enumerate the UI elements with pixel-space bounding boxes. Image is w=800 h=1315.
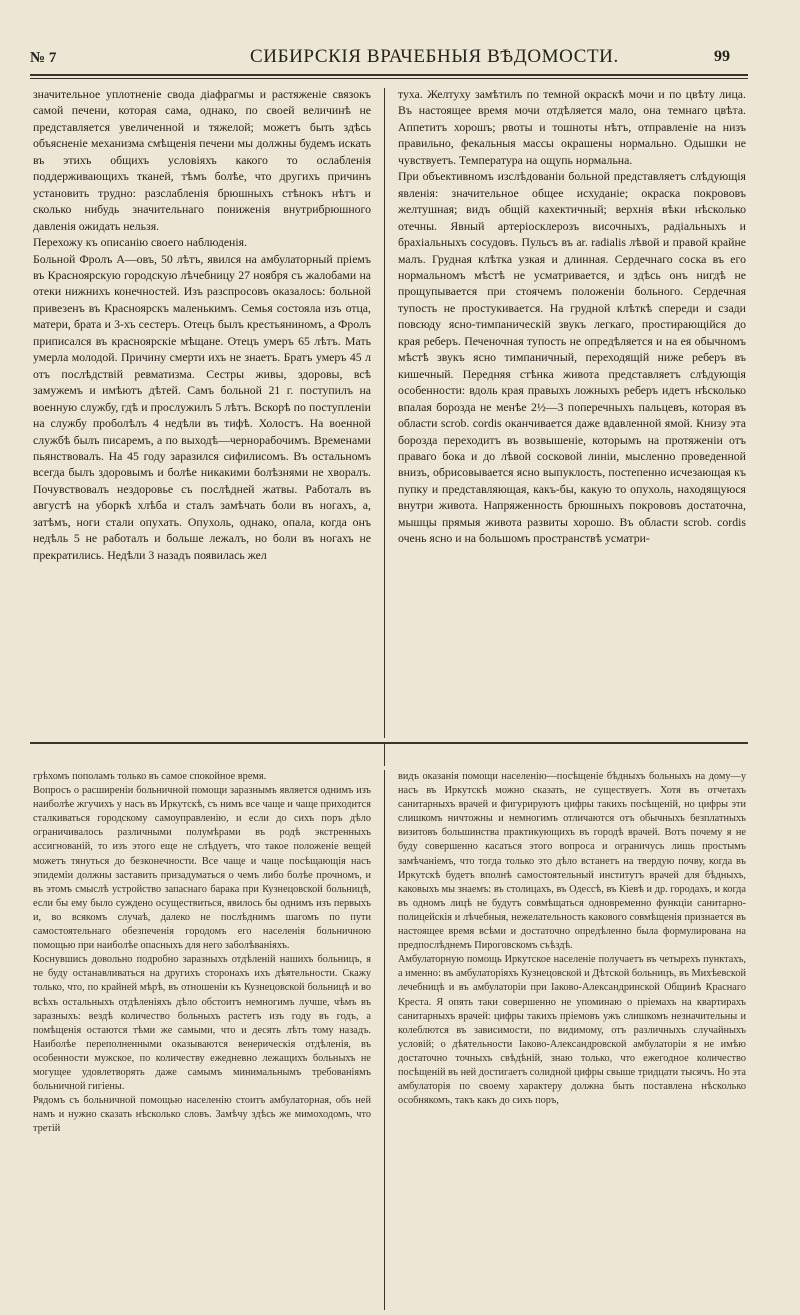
issue-number: № 7: [30, 50, 57, 66]
header-rule-thin: [30, 78, 748, 79]
header-rule: [30, 74, 748, 76]
lower-left-column: грѣхомъ пополамъ только въ самое спокойное время. Вопросъ о расширеніи больничной помощи заразнымъ является однимъ изъ наиболѣе жгучихъ у насъ въ Иркутскѣ, съ нимъ все чаще и чаще приходится сталкиваться городскому самоуправленію, и если до сихъ поръ дѣло ограничивалось различными полумѣрами въ родѣ экстренныхъ ассигнованій, то изъ этого еще не слѣдуетъ, что такое положеніе вещей можетъ тянуться до безконечности. Все чаще и чаще посѣщающія насъ эпидеміи должны заставить призадуматься о чемъ либо болѣе прочномъ, и въ этомъ смыслѣ устройство запаснаго барака при Кузнецовской больницѣ, если бы ему было суждено осуществиться, явилось бы однимъ изъ первыхъ и, во всякомъ случаѣ, далеко не послѣднимъ шагомъ по пути самостоятельнаго обезпеченія городомъ его населенія больничною помощью при наиболѣе опасныхъ для него заболѣваніяхъ. Коснувшись довольно подробно заразныхъ отдѣленій нашихъ больницъ, я не буду останавливаться на другихъ сторонахъ ихъ дѣятельности. Скажу только, что, по крайней мѣрѣ, въ отношеніи къ Кузнецовской больницѣ и во всѣхъ остальныхъ отдѣленіяхъ дѣло обстоитъ немногимъ лучше, чѣмъ въ заразныхъ: вездѣ количество больныхъ растетъ изъ году въ годъ, а помѣщенія остаются тѣми же самыми, что и десять лѣтъ тому назадъ. Наиболѣе переполненными оказываются венерическія отдѣленія, въ особенности мужское, по количеству ежедневно лежащихъ больныхъ не могущее удовлетворять даже самымъ минимальнымъ требованіямъ больничной гигіены. Рядомъ съ больничной помощью населенію стоитъ амбулаторная, объ ней намъ и нужно сказать нѣсколько словъ. Замѣчу здѣсь же мимоходомъ, что третій: [33, 771, 371, 1135]
lower-right-column: видъ оказанія помощи населенію—посѣщеніе бѣдныхъ больныхъ на дому—у насъ въ Иркутскѣ можно сказать, не существуетъ. Хотя въ отчетахъ санитарныхъ врачей и фигурируютъ цифры такихъ посѣщеній, но цифры эти слишкомъ ничтожны и немногимъ отличаются отъ обычныхъ безплатныхъ визитовъ большинства практикующихъ въ городѣ врачей. Вотъ почему я не буду совершенно касаться этого вопроса и ограничусь лишь простымъ замѣчаніемъ, что тогда только это дѣло встанетъ на твердую почву, когда въ Иркутскѣ будетъ вполнѣ самостоятельный институтъ врачей для бѣдныхъ, каковыхъ мы знаемъ: въ столицахъ, въ Одессѣ, въ Кіевѣ и др. городахъ, и когда въ одномъ лицѣ не будутъ совмѣщаться одновременно функціи санитарно-полицейскія и лѣчебныя, нежелательность какового совмѣщенія признается въ настоящее время всѣми и достаточно опредѣленно была формулирована на предпослѣднемъ Пироговскомъ съѣздѣ. Амбулаторную помощь Иркутское населеніе получаетъ въ четырехъ пунктахъ, а именно: въ амбулаторіяхъ Кузнецовской и Дѣтской больницъ, въ Михѣевской лечебницѣ и въ амбулаторіи при Іаково-Александринской Общинѣ Краснаго Креста. Я опять таки совершенно не упоминаю о пріемахъ на квартирахъ санитарныхъ врачей: цифры такихъ пріемовъ ужъ слишкомъ незначительны и колеблются въ зависимости, по видимому, отъ различныхъ случайныхъ условій; о дѣятельности Іаково-Александровской амбулаторіи я не имѣю достаточно точныхъ свѣдѣній, знаю только, что ежегодное количество посѣщеній въ ней достигаетъ солидной цифры свыше тридцати тысячъ. Но эта амбулаторія по своему характеру должна быть поставлена нѣсколько особнякомъ, такъ какъ до сихъ поръ,: [398, 771, 746, 1107]
page-number: 99: [714, 48, 730, 65]
running-header: [30, 44, 730, 72]
section-divider-rule: [30, 742, 748, 744]
upper-left-column: значительное уплотненіе свода діафрагмы и растяженіе связокъ самой печени, которая сама, однако, по своей величинѣ не представляется увеличенной и тяжелой; можетъ быть здѣсь объясненіе механизма смѣщенія печени мы должны будемъ искать въ этихъ общихъ условіяхъ какого то ослабленія поддерживающихъ тканей, тѣмъ болѣе, что другихъ причинъ установить трудно: разслабленія брюшныхъ стѣнокъ нѣтъ и сколько нибудь значительнаго пониженія внутрибрюшного давленія ожидать нельзя. Перехожу къ описанію своего наблюденія. Больной Фролъ А—овъ, 50 лѣтъ, явился на амбулаторный пріемъ въ Красноярскую городскую лѣчебницу 27 ноября съ жалобами на отеки нижнихъ конечностей. Изъ разспросовъ оказалось: больной привезенъ въ Красноярскъ маленькимъ. Семья состояла изъ отца, матери, брата и 3-хъ сестеръ. Отецъ былъ крестьяниномъ, а Фролъ приписался въ красноярскіе мѣщане. Отецъ умеръ 65 лѣтъ. Мать умерла молодой. Причину смерти ихъ не знаетъ. Братъ умеръ 45 л отъ послѣдствій ревматизма. Сестры живы, здоровы, всѣ замужемъ и имѣютъ дѣтей. Самъ больной 21 г. поступилъ на военную службу, гдѣ и прослужилъ 5 лѣтъ. Вскорѣ по поступленіи на службу проболѣлъ 4 недѣли въ тифѣ. Холостъ. На военной службѣ былъ писаремъ, а по выходѣ—чернорабочимъ. Временами пьянствовалъ. На 45 году заразился сифилисомъ. Въ остальномъ всегда былъ здоровымъ и болѣе никакими болѣзнями не хворалъ. Почувствовалъ нездоровье съ послѣдней жатвы. Работалъ въ августѣ на уборкѣ хлѣба и сталъ замѣчать боли въ ногахъ, а, затѣмъ, ноги стали опухать. Опухоль, однако, опала, когда онъ недѣль 5 не работалъ и больше лежалъ, но боли въ ногахъ не прекратились. Недѣли 3 назадъ появилась жел: [33, 87, 371, 562]
upper-column-divider: [384, 88, 385, 738]
upper-right-column: туха. Желтуху замѣтилъ по темной окраскѣ мочи и по цвѣту лица. Въ настоящее время мочи отдѣляется мало, она темнаго цвѣта. Аппетитъ хорошъ; рвоты и тошноты нѣтъ, отправленіе на низъ правильно, фекальныя массы окрашены нормально. Одышки не чувствуетъ. Температура на ощупь нормальна. При объективномъ изслѣдованіи больной представляетъ слѣдующія явленія: значительное общее исхуданіе; окраска покрововъ желтушная; видъ общій кахектичный; верхнія вѣки нѣсколько отечны. Явный артеріосклерозъ височныхъ, радіальныхъ и брахіальныхъ сосудовъ. Пульсъ въ ar. radialis лѣвой и правой крайне малъ. Грудная клѣтка узкая и длинная. Сердечнаго соска въ его нормальномъ мѣстѣ не усматривается, и здѣсь онъ нигдѣ не прощупывается при стоячемъ положеніи больного. Сердечная тупость не простукивается. На грудной клѣткѣ спереди и сзади повсюду ясно-тимпаническій звукъ легкаго, простирающійся до края реберъ. Печеночная тупость не опредѣляется и на ея обычномъ мѣстѣ звукъ ясно тимпаничный, переходящій ниже реберъ въ кишечный. Передняя стѣнка живота представляетъ слѣдующія особенности: вдоль края правыхъ ложныхъ реберъ идетъ нѣсколько впалая борозда не менѣе 2½—3 поперечныхъ пальцевъ, которая въ области scrob. cordis оканчивается даже вдавленной ямой. Книзу эта борозда переходитъ въ возвышеніе, которымъ на протяженіи отъ праваго бока и до лѣвой сосковой линіи, мысленно проведенной внизъ, обрисовывается ясно выпуклость, постепенно исчезающая къ пупку и представляющая, какъ-бы, какую то опухоль, находящуюся внутри живота. Напряженность брюшныхъ покрововъ достаточна, мышцы прямыя живота развиты хорошо. Въ области scrob. cordis очень ясно и на большомъ пространствѣ усматри-: [398, 87, 746, 546]
journal-title: СИБИРСКІЯ ВРАЧЕБНЫЯ ВѢДОМОСТИ.: [250, 46, 619, 67]
lower-column-divider: [384, 770, 385, 1310]
section-divider-mark: [384, 744, 385, 766]
